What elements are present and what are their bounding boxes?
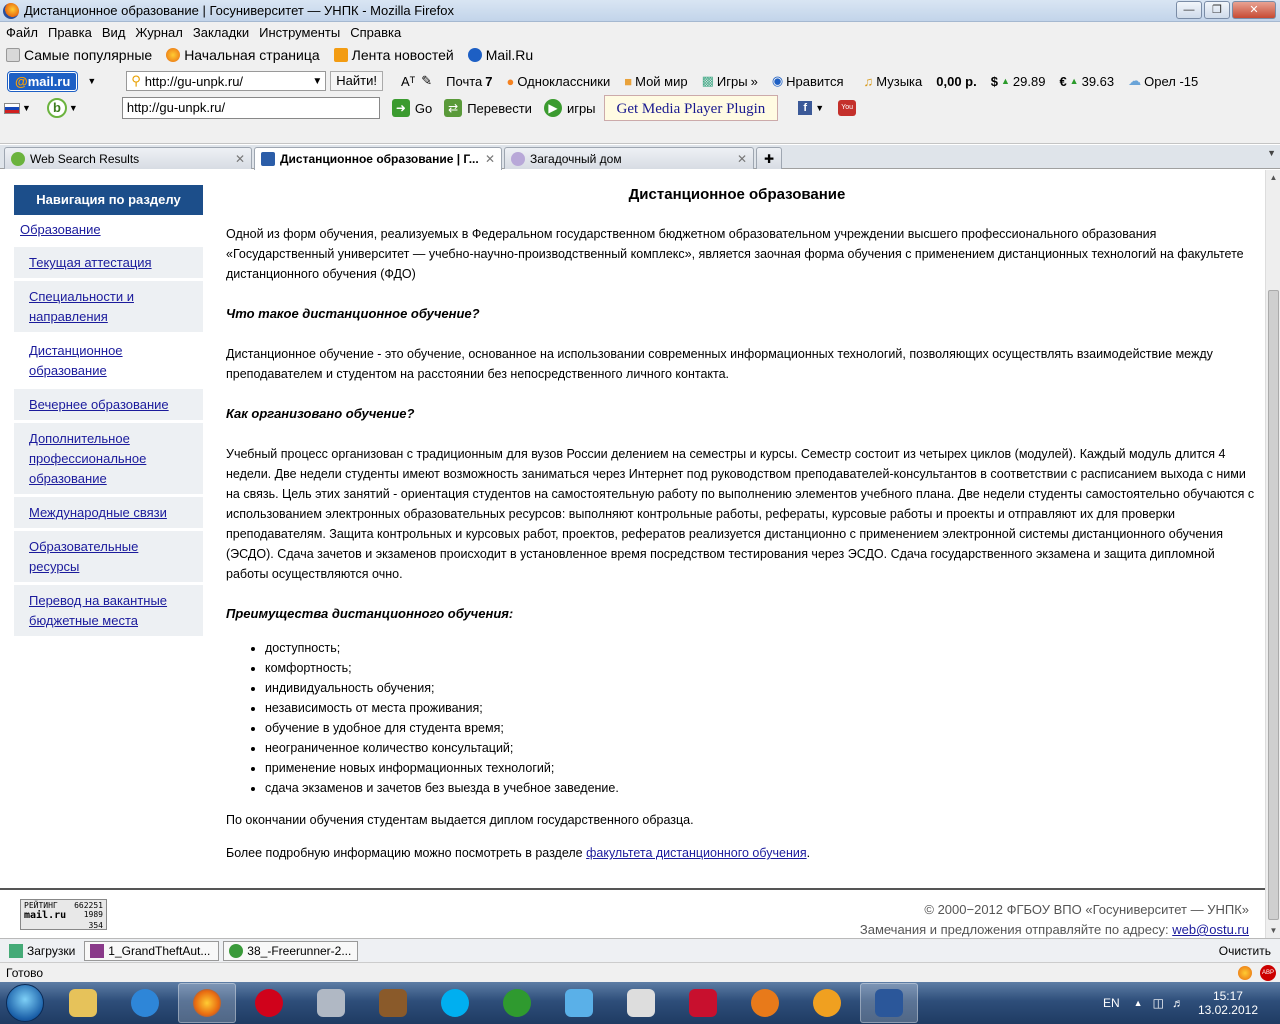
subheading-advantages: Преимущества дистанционного обучения: [226,606,514,621]
faculty-link[interactable]: факультета дистанционного обучения [586,846,807,860]
arrow-right-icon: ➜ [392,99,410,117]
like-button[interactable]: ◉ Нравится [771,73,844,89]
menubar [0,22,1280,42]
footer-divider [0,888,1265,890]
folder-icon [69,989,97,1017]
menu-view[interactable]: Вид [101,24,126,40]
film-icon [627,989,655,1017]
status-text: Готово [6,966,44,980]
tab-strip [0,145,1280,169]
internet-explorer-icon [131,989,159,1017]
network-icon[interactable]: ◫ [1152,996,1164,1010]
tab-web-search[interactable] [4,147,252,169]
system-tray [1103,982,1280,1024]
list-item: • неограниченное количество консультаций; [265,738,1256,758]
downloads-button[interactable] [4,941,80,961]
find-button[interactable]: Найти! [330,71,383,91]
moimir-icon: ■ [624,73,633,89]
taskbar-utorrent[interactable] [488,983,546,1023]
dropdown-arrow-icon[interactable]: ▼ [87,76,97,86]
bookmark-label: Mail.Ru [485,47,534,63]
tab-label: Загадочный дом [530,151,622,166]
bookmarks-toolbar [0,42,1280,68]
firefox-icon [3,3,19,19]
mailru-rating-counter[interactable] [20,899,107,930]
taskbar-app[interactable] [302,983,360,1023]
counter-value: 354 [88,921,103,930]
music-button[interactable]: ♫ Музыка [863,73,923,89]
taskbar-firefox[interactable] [178,983,236,1023]
clear-downloads-button[interactable]: Очистить [1218,943,1271,958]
flag-russia-icon[interactable] [4,103,20,114]
empty-toolbar [0,122,1280,144]
usd-rate[interactable]: $ ▲ 29.89 [990,73,1046,89]
mail-button[interactable]: Почта 7 [446,73,493,89]
nav-heading: Навигация по разделу [14,185,203,215]
firefox-status-icon[interactable] [1238,966,1252,980]
taskbar-ie[interactable] [116,983,174,1023]
minimize-button[interactable]: — [1176,1,1202,19]
games-link[interactable]: ▶ игры [544,99,596,117]
taskbar-media[interactable] [736,983,794,1023]
mailru-search-input[interactable] [126,71,326,91]
bookmark-news[interactable] [334,47,454,63]
feedback-email-link[interactable]: web@ostu.ru [1172,922,1249,937]
more-info-paragraph [226,843,1256,863]
intro-paragraph: Одной из форм обучения, реализуемых в Федеральном государственном бюджетном образовательном учреждении высшего профессионального образования «Государственный университет — учебно-научно-производственный комплекс», является заочная форма обучения с применением дистанционных технологий на факультете дистанционного обучения (ФДО) [226,227,1244,281]
show-hidden-icons[interactable]: ▲ [1133,998,1143,1008]
games-icon: ▩ [701,73,714,88]
up-arrow-icon: ▲ [1069,76,1079,86]
menu-tools[interactable]: Инструменты [259,24,341,40]
toolbar-url-input[interactable]: http://gu-unpk.ru/ [122,97,380,119]
close-icon[interactable]: ✕ [736,151,747,166]
music-icon: ♫ [863,73,874,89]
mailru-toolbar [0,68,1280,94]
games-button[interactable]: ▩ Игры » [701,73,758,89]
bookmark-label: Начальная страница [184,47,320,63]
copyright: © 2000−2012 ФГБОУ ВПО «Госуниверситет — УНПК» [924,902,1249,917]
volume-icon[interactable]: ♬ [1171,996,1184,1010]
download-name: 1_GrandTheftAut... [108,943,211,958]
counter-brand: mail.ru [24,910,67,921]
start-button[interactable] [0,982,50,1024]
downloads-bar [0,938,1280,962]
article [226,170,1256,863]
half-life-icon [813,989,841,1017]
nav-resources[interactable]: Образовательные ресурсы [14,528,203,582]
translate-icon: ⇄ [444,99,462,117]
bookmark-mailru[interactable] [468,47,533,63]
windows-logo-icon [6,984,44,1022]
bookmark-most-visited[interactable] [6,47,152,63]
close-icon[interactable]: ✕ [484,152,495,166]
font-size-icon[interactable]: Aᵀ [400,73,416,89]
ok-icon: ● [506,73,515,89]
go-button[interactable]: ➜ Go [392,99,432,117]
search-input-value: http://gu-unpk.ru/ [144,73,244,89]
adblock-icon[interactable]: ABP [1260,965,1276,981]
close-button[interactable]: ✕ [1232,1,1276,19]
games-icon: ▶ [544,99,562,117]
taskbar-music[interactable] [550,983,608,1023]
clock-date: 13.02.2012 [1197,1003,1258,1017]
taskbar-movie-maker[interactable] [612,983,670,1023]
tab-distance-education[interactable] [254,147,502,170]
vertical-scrollbar[interactable] [1265,170,1280,938]
download-item[interactable] [223,941,358,961]
bing-logo-icon[interactable]: b [47,98,67,118]
download-name: 38_-Freerunner-2... [247,943,352,958]
nav-distance-education[interactable]: Дистанционное образование [14,332,203,386]
diploma-paragraph: По окончании обучения студентам выдается диплом государственного образца. [226,813,694,827]
chevron-down-icon[interactable]: ▼ [815,103,825,113]
facebook-icon[interactable]: f [798,101,812,115]
nav-specialties[interactable]: Специальности и направления [14,278,203,332]
scroll-up-icon[interactable]: ▲ [1269,173,1278,182]
taskbar-half-life[interactable] [798,983,856,1023]
counter-label: РЕЙТИНГ [24,901,58,910]
more-info-text: Более подробную информацию можно посмотреть в разделе [226,846,587,860]
balance-value[interactable]: 0,00 р. [936,73,977,89]
bookmark-label: Самые популярные [24,47,153,63]
windows-taskbar [0,982,1280,1024]
moimir-button[interactable]: ■ Мой мир [624,73,688,89]
chevron-down-icon[interactable]: ▼ [68,103,78,113]
tab-label: Web Search Results [30,151,140,166]
footer-info [860,900,1249,938]
weather-widget[interactable]: ☁ Орел -15 [1128,73,1199,89]
up-arrow-icon: ▲ [1000,76,1010,86]
search-icon: ⚲ [131,73,141,88]
site-icon [261,152,275,166]
nav-current-assessment[interactable]: Текущая аттестация [14,244,203,278]
status-bar [0,962,1280,982]
nav-evening-education[interactable]: Вечернее образование [14,386,203,420]
download-item[interactable] [84,941,219,961]
taskbar-skype[interactable] [426,983,484,1023]
list-item: • независимость от места проживания; [265,698,1256,718]
clock[interactable] [1198,989,1258,1017]
close-icon[interactable]: ✕ [234,151,245,166]
cloud-icon: ☁ [1128,73,1142,88]
word-icon [875,989,903,1017]
taskbar-game2[interactable] [674,983,732,1023]
list-item: • индивидуальность обучения; [265,678,1256,698]
odnoklassniki-button[interactable]: ● Одноклассники [506,73,611,89]
bookmark-label: Лента новостей [351,47,454,63]
mailru-icon [468,48,482,62]
youtube-icon[interactable]: You [838,100,856,116]
definition-paragraph: Дистанционное обучение - это обучение, основанное на использовании современных информационных технологий, позволяющих осуществлять взаимодействие между преподавателем и студентом на расстоянии без непосредственного личного контакта. [226,347,1213,381]
feedback-line [860,920,1249,938]
section-navigation [14,185,203,636]
opera-icon [255,989,283,1017]
taskbar-explorer[interactable] [54,983,112,1023]
utorrent-icon [503,989,531,1017]
counter-value: 1989 [83,910,103,919]
game-character-icon [379,989,407,1017]
more-info-suffix: . [806,846,811,860]
pencil-icon[interactable]: ✎ [421,73,433,88]
taskbar-game[interactable] [364,983,422,1023]
tab-list-icon[interactable]: ▼ [1267,148,1276,158]
chevron-down-icon[interactable]: ▼ [312,75,323,87]
list-item: • сдача экзаменов и зачетов без выезда в учебное заведение. [265,778,1256,798]
bookmark-folder-icon [6,48,20,62]
menu-edit[interactable]: Правка [47,24,92,40]
downloads-icon [9,944,23,958]
restore-button[interactable]: ❐ [1204,1,1230,19]
bing-icon [11,152,25,166]
game-icon [689,989,717,1017]
taskbar-word[interactable] [860,983,918,1023]
nav-international[interactable]: Международные связи [14,494,203,528]
mailru-logo[interactable]: @mail.ru [8,72,77,91]
process-paragraph: Учебный процесс организован с традиционным для вузов России делением на семестры и курсы. Семестр состоит из четырех циклов (модулей). Каждый модуль длится 4 недели. Две недели студенты имеют возможность заниматься через Интернет под руководством преподавателей-консультантов в соответствии с расписанием выхода с ними на связь. Цель этих занятий - ориентация студентов на самостоятельную работу по выполнению элементов учебного плана. Две недели студенты самостоятельно обучаются с использованием электронных образовательных ресурсов: выполняют контрольные работы, рефераты, курсовые работы и проекты и отправляют их для проверки преподавателям. Защита контрольных и курсовых работ, проектов, рефератов реализуется дистанционно с применением электронной системы дистанционного обучения (ЭСДО). Сдача зачетов и экзаменов происходит в установленное время посредством тестирования через ЭСДО. Сдача государственного экзамена и защита дипломной работы осуществляются очно. [226,447,1255,581]
list-item: • применение новых информационных технологий; [265,758,1256,778]
taskbar-opera[interactable] [240,983,298,1023]
window-controls [1176,1,1276,19]
nav-education[interactable]: Образование [14,215,203,244]
archive-icon [90,944,104,958]
translate-button[interactable]: ⇄ Перевести [444,99,532,117]
page-content [0,170,1265,938]
list-item: • обучение в удобное для студента время; [265,718,1256,738]
camera-icon [317,989,345,1017]
counter-value: 662251 [74,901,103,910]
chevron-down-icon[interactable]: ▼ [22,103,31,113]
music-icon [565,989,593,1017]
eur-rate[interactable]: € ▲ 39.63 [1059,73,1115,89]
firefox-icon [193,989,221,1017]
tab-mystery-house[interactable] [504,147,754,169]
media-player-plugin-button[interactable]: Get Media Player Plugin [604,95,779,121]
new-tab-button[interactable] [756,147,782,169]
scroll-thumb[interactable] [1268,290,1279,920]
scroll-down-icon[interactable]: ▼ [1269,926,1278,935]
firefox-icon [166,48,180,62]
advantages-list [265,638,1256,798]
menu-help[interactable]: Справка [350,24,402,40]
feedback-text: Замечания и предложения отправляйте по адресу: [859,922,1173,937]
media-player-icon [751,989,779,1017]
list-item: • доступность; [265,638,1256,658]
plus-icon: ✚ [763,151,775,166]
menu-bookmarks[interactable]: Закладки [192,24,250,40]
skype-icon [441,989,469,1017]
utorrent-icon [229,944,243,958]
language-indicator[interactable]: EN [1103,996,1120,1010]
page-title: Дистанционное образование [628,186,846,203]
clock-time: 15:17 [1212,989,1243,1003]
like-icon: ◉ [771,73,784,88]
menu-file[interactable]: Файл [6,24,38,40]
downloads-label: Загрузки [27,943,76,958]
nav-additional-education[interactable]: Дополнительное профессиональное образование [14,420,203,494]
game-icon [511,152,525,166]
menu-history[interactable]: Журнал [135,24,183,40]
secondary-toolbar [0,94,1280,122]
tab-label: Дистанционное образование | Г... [280,152,479,166]
subheading-what: Что такое дистанционное обучение? [226,306,480,321]
subheading-how: Как организовано обучение? [226,406,415,421]
rss-icon [334,48,348,62]
bookmark-home[interactable] [166,47,319,63]
window-title: Дистанционное образование | Госуниверситет — УНПК - Mozilla Firefox [24,3,454,18]
nav-vacant-places[interactable]: Перевод на вакантные бюджетные места [14,582,203,636]
list-item: • комфортность; [265,658,1256,678]
window-titlebar [0,0,1280,22]
